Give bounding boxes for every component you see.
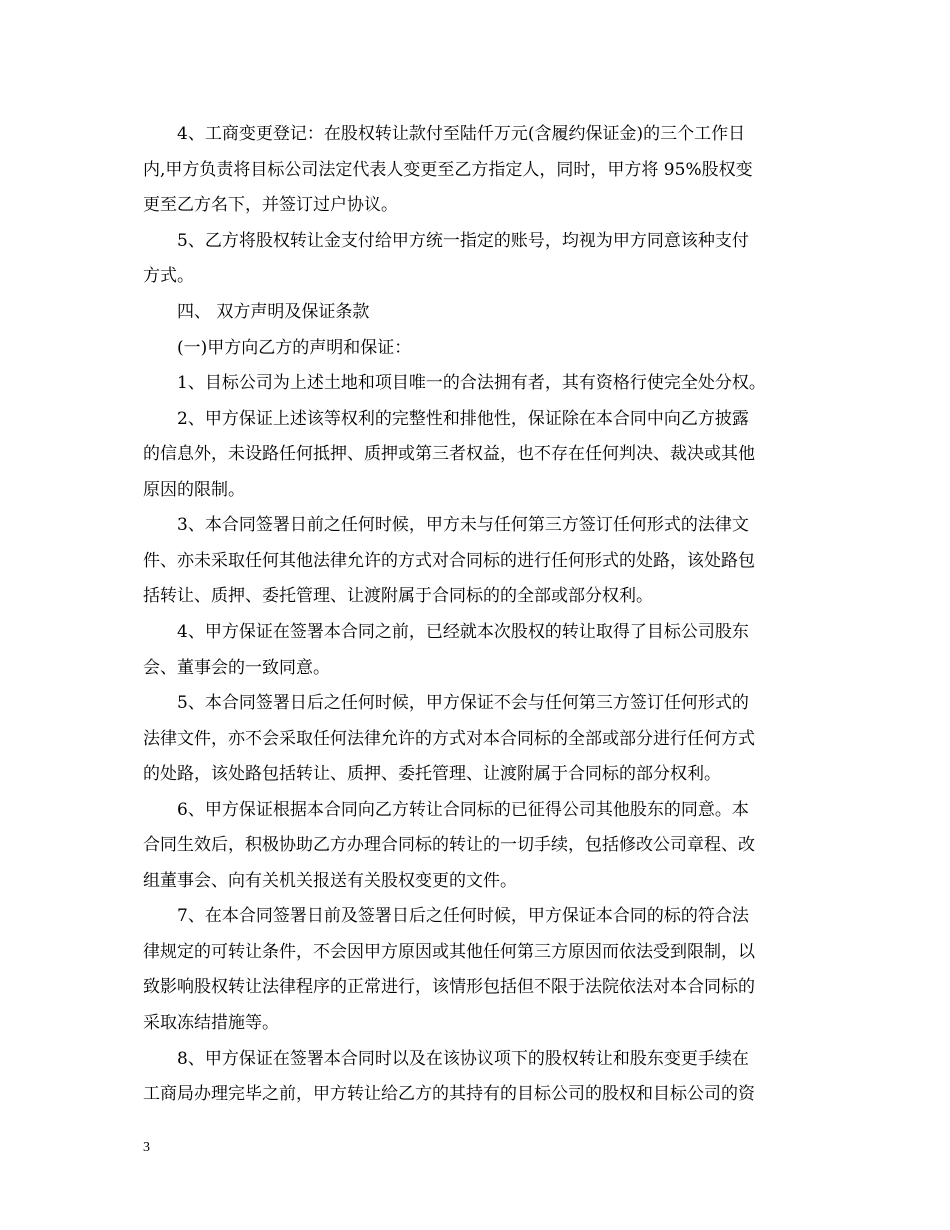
paragraph-line: 5、乙方将股权转让金支付给甲方统一指定的账号，均视为甲方同意该种支付	[177, 231, 749, 251]
paragraph-line: 的信息外，未设路任何抵押、质押或第三者权益，也不存在任何判决、裁决或其他	[143, 444, 755, 464]
paragraph-line: 合同生效后，积极协助乙方办理合同标的转让的一切手续，包括修改公司章程、改	[143, 835, 755, 855]
paragraph-line: 工商局办理完毕之前，甲方转让给乙方的其持有的目标公司的股权和目标公司的资	[143, 1084, 755, 1104]
paragraph-line: 内,甲方负责将目标公司法定代表人变更至乙方指定人，同时，甲方将 95%股权变	[143, 160, 753, 180]
paragraph-line: 原因的限制。	[143, 480, 245, 500]
paragraph-line: 7、在本合同签署日前及签署日后之任何时候，甲方保证本合同的标的符合法	[177, 906, 749, 926]
paragraph-line: 更至乙方名下，并签订过户协议。	[143, 195, 398, 215]
paragraph-line: 件、亦未采取任何其他法律允许的方式对合同标的进行任何形式的处路，该处路包	[143, 551, 755, 571]
paragraph-line: 采取冻结措施等。	[143, 1013, 279, 1033]
paragraph-line: 4、甲方保证在签署本合同之前，已经就本次股权的转让取得了目标公司股东	[177, 622, 749, 642]
paragraph-line: 的处路，该处路包括转让、质押、委托管理、让渡附属于合同标的部分权利。	[143, 764, 721, 784]
subsection-heading: (一)甲方向乙方的声明和保证：	[177, 338, 412, 358]
paragraph-line: 8、甲方保证在签署本合同时以及在该协议项下的股权转让和股东变更手续在	[177, 1049, 749, 1069]
paragraph-line: 括转让、质押、委托管理、让渡附属于合同标的的全部或部分权利。	[143, 586, 653, 606]
paragraph-line: 5、本合同签署日后之任何时候，甲方保证不会与任何第三方签订任何形式的	[177, 693, 749, 713]
paragraph-line: 3、本合同签署日前之任何时候，甲方未与任何第三方签订任何形式的法律文	[177, 515, 749, 535]
paragraph-line: 4、工商变更登记：在股权转让款付至陆仟万元(含履约保证金)的三个工作日	[177, 124, 746, 144]
paragraph-line: 方式。	[143, 266, 194, 286]
paragraph-line: 法律文件，亦不会采取任何法律允许的方式对本合同标的全部或部分进行任何方式	[143, 729, 755, 749]
paragraph-line: 律规定的可转让条件，不会因甲方原因或其他任何第三方原因而依法受到限制，以	[143, 942, 755, 962]
paragraph-line: 会、董事会的一致同意。	[143, 658, 330, 678]
paragraph-line: 2、甲方保证上述该等权利的完整性和排他性，保证除在本合同中向乙方披露	[177, 409, 749, 429]
paragraph-line: 1、目标公司为上述土地和项目唯一的合法拥有者，其有资格行使完全处分权。	[177, 373, 766, 393]
paragraph-line: 组董事会、向有关机关报送有关股权变更的文件。	[143, 871, 517, 891]
page-number: 3	[143, 1140, 150, 1155]
section-heading: 四、 双方声明及保证条款	[177, 302, 370, 322]
paragraph-line: 6、甲方保证根据本合同向乙方转让合同标的已征得公司其他股东的同意。本	[177, 800, 749, 820]
paragraph-line: 致影响股权转让法律程序的正常进行，该情形包括但不限于法院依法对本合同标的	[143, 977, 755, 997]
